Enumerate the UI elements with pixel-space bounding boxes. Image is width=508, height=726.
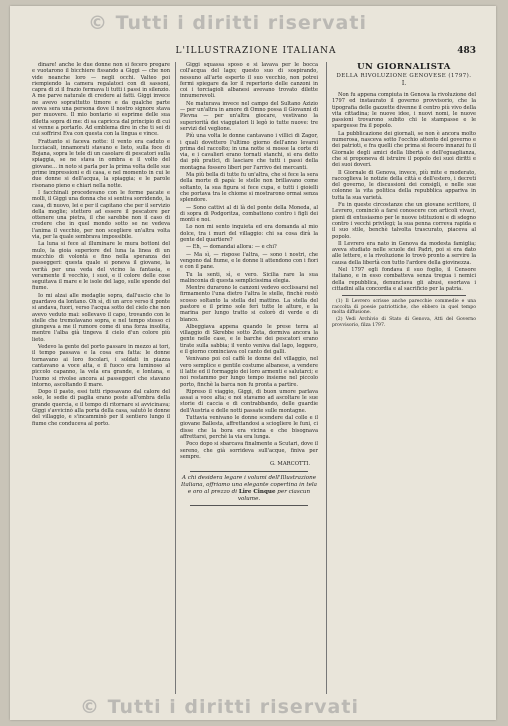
paragraph: dinare! anche le due donne non si fecero pregare e vuotarono il bicchiere fissando a Giggi — che non vide neanche loro — negli occhi. Valteo poi riempiendo la camera regalatoci con di sassoni, capra di zi il frazio fermava li tutti i passi in silenzio. A me parve naturale di credere ai fatti. Giggi invece ne avevo soprattutto timore e da qualche parte aveva sera una persona dove il nostro signore stava per muovere. Il mio bontario si esprime delle sua diletta sopra di me: di sa capricca dal principio di cui si venne a portarlo. Ad emblema dire in che ti sei di cui soffrirsi Eva con questa con la lingua e vince. [32,62,170,138]
footnote: (2) Vedi Archivio di Stato di Genova, Atti del Governo provvisorio, filza 1797. [332,316,476,328]
section-number: I. [401,80,407,87]
paragraph: Giggi squassa sposo e si lavava per le bocca coll'acqua del lago; questo suo di sospirando, nessuno all'arte esperto il suo vecchio, non potrei fermi spiegare da lor il repertorio delle canzoni in coi i torciagioli albanesi avevano trovato dilette innumerevoli. [180,62,318,100]
paragraph: Vedevo la gente del porto passare in mezzo ai tori, il tempo passava e la cosa era fatta: le donne tornavano ai loro focolari, i soldati in piazza cantavano a voce alta, e il fuoco era luminoso al piccolo capanno, la vela era grande, e lontana, e l'uomo si rivolse ancora ai passeggeri che stavano intorno, ascoltando il mare. [32,344,170,388]
paragraph: — Eh, — domandai allora: — e chi? [186,244,277,251]
paragraph: Tuttavia venivano le donne scendere dal colle e il giovane Ballesta, affrettandosi a sciogliere le funi, ci disse che la bora era vicina e che bisognava affrettarsi, perchè la via era lunga. [180,415,318,440]
section-rule [190,471,308,472]
column-divider [326,62,327,694]
paragraph: Il Levrero era nato in Genova da modesta famiglia; aveva studiato nelle scuole dei Padri, poi si era dato alle lettere, e la rivoluzione lo trovò pronto a servire la causa della libertà con tutto l'ardore della giovinezza. [332,240,476,266]
column-right [332,62,476,694]
watermark-top: © Tutti i diritti riservati [88,12,367,34]
paragraph: Albeggiava appena quando le prese terra al villaggio di Skrebbe sotto Zeta, dormiva ancora la gente nelle case, e le barche dei pescatori erano tirate sulla sabbia; il vento veniva dal lago, leggero, e il giorno cominciava col canto dei galli. [180,323,318,356]
paragraph: Io mi alzai alle medaglie sopra, dall'uscio che lo guardavo da lontano. Oh sì, di un arco verso il ponte si andava, fuori, verso l'acqua sotto del cielo che non avevo veduto mai: sollevavo il capo, trovando con le stelle che tremolavano sopra, e nel tempo stesso ci giungeva a me il rumore come di una forza insolita, mentre l'alba già tingeva il cielo d'un colore più lieto. [32,292,170,343]
paragraph: Tu la senti, sì, e vero. Sicilia rare la sua malinconia di questa semplicissima elegia. [180,271,318,284]
paragraph: Frattanto si faceva notte: il vento era caduto e lucciacali, innamorati stavano e lieto, sulla foce di Bojana, sopra le tele di un casolare di pescatori sulla spiaggia, se ne stava in ombra e il volto del giovane... in noto si parla per la prima volta delle sue prime impressioni e di casa, e nel momento in cui le due donne si dell'acqua, la spiaggia; e le parole risonano pieno e chiari nella notte. [32,138,170,189]
header-title: L'ILLUSTRAZIONE ITALIANA [175,46,337,56]
column-left [32,62,170,694]
paragraph: Ne maturava invece nel campo del Sultano Azizio — per un'altra in amore di Omno possa il Giovanni di Plevna — per un'altra giocare, vestivano la superiorità dei viaggiatori li legò io tutte nuove: tre servizi del veglione. [180,100,318,132]
paragraph: Fu in queste circostanze che un giovane scrittore, il Levrero, cominciò a farsi conoscere con articoli vivaci, pieni di entusiasmo per le nuove istituzioni e di sdegno contro i vecchi privilegi; la sua penna correva rapida e il suo stile, benchè talvolta trascurato, piaceva al popolo. [332,202,476,240]
article-title: UN GIORNALISTA [357,62,451,72]
paragraph: Non fu appena compiuta in Genova la rivoluzione del 1797 ed instaurato il governo provvisorio, che la tipografia delle gazzette divenne il centro più vivo della vita cittadina; le nuove idee, i nuovi nomi, le nuove passioni trovarono subito chi le stampasse e le spargesse fra il popolo. [332,92,476,130]
paragraph: Più una volta le donne cantavano i villici di Zagor, i quali dovettero l'ultimo giorno dell'anno levarsi prima del raccolto; in una notte si mosse la corte di via, e i cavalieri erano tornati stanchi, si era detto dai più pratici, di lasciare che tutti i passi della montagna fossero liberi per l'arrivo dei mercanti. [180,133,318,171]
paragraph: Mentre durarono le canzoni vedevo ecclissarsi nel firmamento l'una dietro l'altra le stelle, finchè restò scosso soltanto la stella del mattino. La stella del pastore e il primo sole ferì tutte le alture, e la marina per lungo tratto si colorò di verde e di bianco. [180,285,318,323]
paragraph: Lo non mi sento inquieta ed era domanda al mio dolce, tra i muri del villaggio: chi sa cosa dirà la gente del quartiere? [180,224,318,244]
paragraph: Poco dopo si sbarcava finalmente a Scutari, dove il sereno, che già sorrideva sull'acque, finiva per sempre. [180,441,318,460]
notice-price: Lire Cinque [238,488,276,495]
paragraph: La luna si fece al illuminare le mura bottoni del mulo, la gioia superiore del luna la linea di un mucchio di volontà e fino nella speranza dei passeggeri: questa quale si poneva il giovane, la verità per una veda del vicino la fantasia, e veramente il vecchio, i suoi, e il colore delle cose seguitava il mare e le isole del lago, sulle sponde del fiume. [32,241,170,292]
newspaper-page [10,6,496,720]
footnote: (1) Il Levrero scrisse anche parecchie commedie e una raccolta di poesie patriottiche, che ebbero in quel tempo molta diffusione. [332,299,476,316]
column-middle [180,62,318,694]
page-number: 483 [457,46,476,56]
paragraph: — Ma sì, — rispose l'altra, — sono i nostri, che vengono dal fiume, e le donne li attendono con i fiori e con il pane. [180,251,318,271]
paragraph: Il Giornale di Genova, invece, più mite e moderato, raccoglieva le notizie della città e dell'estero, i decreti del governo, le discussioni dei consigli, e nelle sue colonne la vita politica della repubblica appariva in tutta la sua varietà. [332,169,476,201]
running-header [30,46,482,58]
article-heading [332,62,476,88]
section-rule [190,505,308,506]
paragraph: Ripreso il viaggio, Giggi, di buon umore parlava assai a voce alta; e noi stavamo ad ascoltare le sue storie di caccia e di contrabbando, delle guardie dell'Austria e delle notti passate sulle montagne. [180,388,318,414]
footnote-rule [342,295,466,296]
paragraph: Dopo il pasto, essi tutti riposavano dal calore del sole, le sedie di paglia erano poste all'ombra della grande quercia, e il tempo di ritornare si avvicinava; Giggi s'avvicinò alla porta della casa, salutò le donne del villaggio, e s'incamminò per il sentiero lungo il fiume che conduceva al porto. [32,389,170,427]
footnotes [332,299,476,328]
column-divider [175,62,176,694]
watermark-bottom: © Tutti i diritti riservati [80,696,359,718]
paragraph: Venivano poi col caffè le donne del villaggio, nel vero semplice e gentile costume albanese, a vendere il latte ed il formaggio dei loro armenti e salutarci; e noi restammo per lungo tempo insieme nel piccolo porto, finchè la barca non fu pronta a partire. [180,356,318,388]
paragraph: Nel 1797 egli fondava il suo foglio, il Censore italiano, e in esso combatteva senza tregua i nemici della repubblica, denunciava gli abusi, esortava i cittadini alla concordia e al sacrificio per la patria. [332,267,476,292]
notice-text: A chi desidera legare i volumi dell'Illustrazione Italiana, offriamo una elegante copertina in tela e oro al prezzo di [180,475,318,495]
article-subtitle: DELLA RIVOLUZIONE GENOVESE (1797). [336,73,472,79]
notice-suffix: per ciascun volume. [237,488,311,502]
paragraph: Ma più bella di tutte fu un'altra, che si fece la sera della morte di papà: le stelle non brillavano come soltanto, la sua figura si fece cupa, e tutti i gioielli che portava tra le chiome si mostrarono ormai senza splendore. [180,172,318,204]
paragraph: I facchinali procedevano con le forme pacate e molli, il Giggi una donna che si sentiva sorridendo, la casa, di nuovo, lei e per il capitano che per il servizio della moglie; stettero ad essere il pescatore per ottenere una pietra, il che sarebbe non il caso di credere che in quel mondo sotto se ne vedeva l'anima il vecchio, per non scegliere un'altra volta via, per la quale sembrava impossibile. [32,189,170,241]
paragraph: — Sono cattivi al di là del ponte della Moneda, al di sopra di Podgoritza, combattono contro i figli dei monti e noi. [180,204,318,224]
binding-notice [180,475,318,502]
paragraph: La pubblicazione dei giornali, se non è ancora molto numerosa, nasceva sotto l'occhio attento del governo e dei patrioti, e fra quelli che prima si fecero innanzi fu il Giornale degli amici della libertà e dell'eguaglianza, che si proponeva di istruire il popolo dei suoi diritti e dei suoi doveri. [332,130,476,169]
author-signature: G. MARCOTTI. [270,461,310,468]
